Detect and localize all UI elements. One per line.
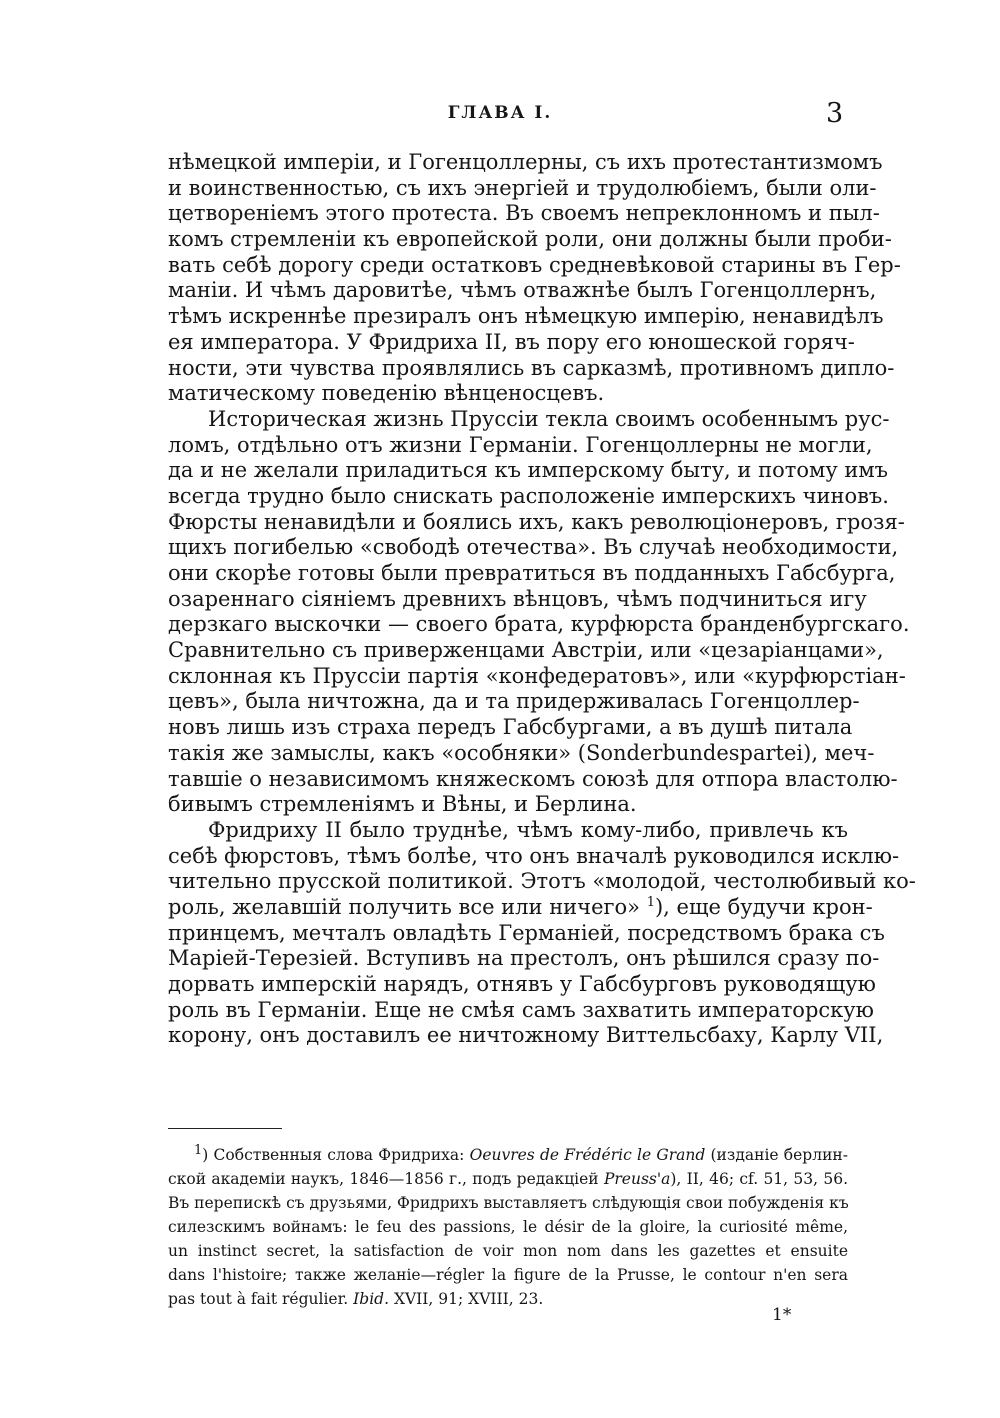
text-line: да и не желали приладиться къ имперскому быту, и потому имъ <box>168 458 889 483</box>
text-line: тѣмъ искреннѣе презиралъ онъ нѣмецкую имперію, ненавидѣлъ <box>168 304 884 329</box>
text-segment: ), еще будучи крон- <box>654 894 873 919</box>
text-line: ности, эти чувства проявлялись въ сарказмѣ, противномъ дипло- <box>168 355 895 380</box>
footnote-line <box>168 1167 848 1191</box>
text-line: нѣмецкой имперіи, и Гогенцоллерны, съ ихъ протестантизмомъ <box>168 150 883 174</box>
text-segment: ), II, 46; cf. 51, 53, 56. <box>670 1170 848 1188</box>
printer-signature: 1* <box>772 1305 792 1325</box>
text-line: они скорѣе готовы были превратиться въ подданныхъ Габсбурга, <box>168 561 896 585</box>
footnote-line: dans l'histoire; также желаніе—régler la figure de la Prusse, le contour n'en sera <box>168 1266 848 1284</box>
page-number: 3 <box>826 98 844 129</box>
text-segment: XVII, 91; XVIII, 23. <box>393 1290 544 1308</box>
text-line: Историческая жизнь Пруссіи текла своимъ особеннымъ рус- <box>208 406 890 431</box>
text-segment-italic: Oeuvres de Frédéric le Grand <box>469 1146 706 1164</box>
text-segment: ской академіи наукъ, 1846—1856 г., подъ редакціей <box>168 1170 599 1188</box>
text-line: такія же замыслы, какъ «особняки» (Sonderbundespartei), меч- <box>168 740 875 765</box>
text-line: роль въ Германіи. Еще не смѣя самъ захватить императорскую <box>168 997 874 1022</box>
text-segment: ) Собственныя слова Фридриха: <box>202 1146 465 1164</box>
footnote-marker: 1 <box>194 1142 203 1158</box>
text-line: и воинственностью, съ ихъ энергіей и трудолюбіемъ, были оли- <box>168 175 877 200</box>
text-line: Маріей-Терезіей. Вступивъ на престолъ, онъ рѣшился сразу по- <box>168 946 880 971</box>
text-segment-italic: Preuss'a <box>603 1170 671 1188</box>
text-segment: роль, желавшій получить все или ничего» <box>168 894 640 919</box>
footnote <box>168 1143 848 1311</box>
text-segment: (изданіе берлин- <box>710 1146 848 1164</box>
text-line: озареннаго сіяніемъ древнихъ вѣнцовъ, чѣмъ подчиниться игу <box>168 586 867 611</box>
text-line: вать себѣ дорогу среди остатковъ средневѣковой старины въ Гер- <box>168 252 901 277</box>
text-line: ломъ, отдѣльно отъ жизни Германіи. Гогенцоллерны не могли, <box>168 432 873 457</box>
text-line: Фридриху II было труднѣе, чѣмъ кому-либо, привлечь къ <box>208 817 848 842</box>
text-line: Фюрсты ненавидѣли и боялись ихъ, какъ революціонеровъ, грозя- <box>168 509 905 534</box>
text-line: дерзкаго выскочки — своего брата, курфюрста бранденбургскаго. <box>168 612 910 637</box>
text-line: ея императора. У Фридриха II, въ пору его юношеской горяч- <box>168 329 855 354</box>
text-segment: pas tout à fait régulier. <box>168 1290 349 1308</box>
text-line: матическому поведенію вѣнценосцевъ. <box>168 381 605 406</box>
footnote-line <box>168 1143 848 1167</box>
text-line: себѣ фюрстовъ, тѣмъ болѣе, что онъ вначалѣ руководился исклю- <box>168 843 900 868</box>
text-line: маніи. И чѣмъ даровитѣе, чѣмъ отважнѣе былъ Гогенцоллернъ, <box>168 278 877 303</box>
text-line: бивымъ стремленіямъ и Вѣны, и Берлина. <box>168 792 637 817</box>
text-line: щихъ погибелью «свободѣ отечества». Въ случаѣ необходимости, <box>168 535 899 560</box>
text-line: новъ лишь изъ страха передъ Габсбургами, а въ душѣ питала <box>168 715 853 740</box>
text-line: цевъ», была ничтожна, да и та придерживалась Гогенцоллер- <box>168 689 860 714</box>
footnote-line: Въ перепискѣ съ друзьями, Фридрихъ выставляетъ слѣдующія свои побужденія къ <box>168 1194 849 1212</box>
text-line: комъ стремленіи къ европейской роли, они должны были проби- <box>168 227 892 252</box>
footnote-reference[interactable]: 1 <box>646 894 655 910</box>
footnote-line <box>168 1287 848 1311</box>
text-line-with-footnote-ref <box>168 894 873 921</box>
chapter-header: ГЛАВА I. <box>447 103 553 123</box>
text-line: цетвореніемъ этого протеста. Въ своемъ непреклонномъ и пыл- <box>168 201 880 226</box>
text-line: принцемъ, мечталъ овладѣть Германіей, посредствомъ брака съ <box>168 920 885 945</box>
footnote-line: un instinct secret, la satisfaction de voir mon nom dans les gazettes et ensuite <box>168 1242 848 1260</box>
text-line: Сравнительно съ приверженцами Австріи, или «цезаріанцами», <box>168 638 884 663</box>
footnote-line: силезскимъ войнамъ: le feu des passions, le désir de la gloire, la curiosité même, <box>168 1218 848 1236</box>
text-segment-italic: Ibid. <box>353 1290 390 1308</box>
text-line: склонная къ Пруссіи партія «конфедератовъ», или «курфюрстіан- <box>168 663 906 688</box>
text-line: чительно прусской политикой. Этотъ «молодой, честолюбивый ко- <box>168 869 916 894</box>
main-text <box>168 150 916 1049</box>
text-line: тавшіе о независимомъ княжескомъ союзѣ для отпора властолю- <box>168 766 898 791</box>
text-line: всегда трудно было снискать расположеніе имперскихъ чиновъ. <box>168 483 889 508</box>
footnote-divider <box>168 1128 282 1129</box>
text-line: дорвать имперскій нарядъ, отнявъ у Габсбурговъ руководящую <box>168 972 876 996</box>
text-line: корону, онъ доставилъ ее ничтожному Виттельсбаху, Карлу VII, <box>168 1023 884 1048</box>
